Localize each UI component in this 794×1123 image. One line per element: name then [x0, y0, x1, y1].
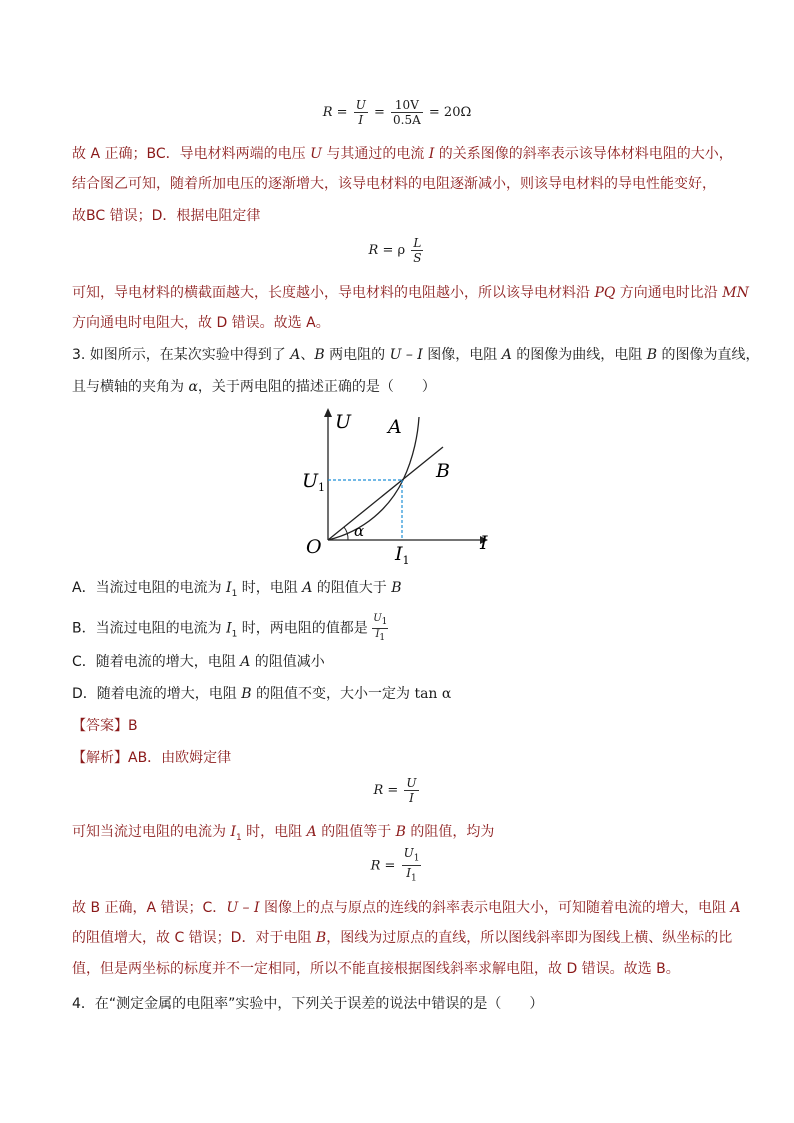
fraction-u1-over-i1: $\frac{U_1}{I_1}$ [373, 613, 388, 643]
numerator: U [355, 98, 366, 112]
eq-result: = 20Ω [428, 105, 472, 120]
solution-line: 故BC 错误；D．根据电阻定律 [72, 208, 261, 224]
solution-line: 可知，导电材料的横截面越大，长度越小，导电材料的电阻越小，所以该导电材料沿 PQ 方向通电时比沿 MN [72, 285, 749, 301]
equation-ohm-result: R = $\frac{U}{I}$ = $\frac{10V}{0.5A}$ = 20Ω [322, 98, 472, 127]
question-3-stem: 3. 如图所示，在某次实验中得到了 A、B 两电阻的 U – I 图像，电阻 A 的图像为曲线，电阻 B 的图像为直线， [72, 347, 760, 363]
curve-a [328, 417, 419, 540]
u-axis-arrow-icon [324, 408, 332, 417]
label-u: U [335, 411, 352, 433]
fraction-u-over-i [354, 98, 368, 127]
answer-label: 【答案】 [72, 718, 128, 734]
option-b: B．当流过电阻的电流为 $I_1$ 时，两电阻的值都是 $\frac{U_1}{I_1}$ [72, 613, 388, 643]
label-b: B [436, 460, 450, 482]
label-origin: O [306, 536, 322, 558]
analysis-line: 可知当流过电阻的电流为 $I_1$ 时，电阻 A 的阻值等于 B 的阻值，均为 [72, 824, 495, 843]
eq-sign: = [336, 105, 348, 120]
eq-symbol: R [322, 105, 333, 120]
u-i-graph-figure [290, 405, 510, 570]
option-a: A．当流过电阻的电流为 $I_1$ 时，电阻 A 的阻值大于 B [72, 580, 402, 599]
label-i1: $I_1$ [395, 543, 410, 567]
option-c: C．随着电流的增大，电阻 A 的阻值减小 [72, 654, 325, 670]
analysis-label: 【解析】 [72, 750, 128, 766]
option-d: D．随着电流的增大，电阻 B 的阻值不变，大小一定为 tan α [72, 686, 452, 702]
solution-line: 故 A 正确；BC．导电材料两端的电压 U 与其通过的电流 I 的关系图像的斜率表示该导体材料电阻的大小， [72, 146, 733, 162]
solution-line: 方向通电时电阻大，故 D 错误。故选 A。 [72, 315, 330, 331]
fraction-values [391, 98, 423, 127]
label-i: I [480, 532, 488, 554]
question-4-stem: 4．在“测定金属的电阻率”实验中，下列关于误差的说法中错误的是（ ） [72, 996, 544, 1012]
answer-line [72, 716, 732, 736]
line-b [328, 447, 443, 540]
equation-ohm-law: R = $\frac{U}{I}$ [373, 776, 417, 805]
analysis-line: 值，但是两坐标的标度并不一定相同，所以不能直接根据图线斜率求解电阻，故 D 错误。故选 B。 [72, 961, 680, 977]
analysis-line: 【解析】AB．由欧姆定律 [72, 750, 232, 766]
equation-resistance-law: R = ρ $\frac{L}{S}$ [368, 236, 422, 265]
label-alpha: α [354, 522, 365, 540]
label-a: A [388, 416, 402, 438]
analysis-line: 的阻值增大，故 C 错误；D．对于电阻 B，图线为过原点的直线，所以图线斜率即为图线上横、纵坐标的比 [72, 930, 733, 946]
numerator: 10V [391, 98, 423, 113]
equation-u1-over-i1: R = $\frac{U_1}{I_1}$ [370, 846, 420, 884]
analysis-line: 故 B 正确，A 错误；C．U – I 图像上的点与原点的连线的斜率表示电阻大小，可知随着电流的增大，电阻 A [72, 900, 741, 916]
answer-value: B [128, 718, 138, 734]
label-u1: $U_1$ [302, 470, 326, 494]
fraction-l-over-s: $\frac{L}{S}$ [413, 236, 422, 265]
solution-line: 结合图乙可知，随着所加电压的逐渐增大，该导电材料的电阻逐渐减小，则该导电材料的导电性能变好， [72, 176, 716, 192]
denominator: I [358, 113, 364, 127]
fraction-u-over-i: $\frac{U}{I}$ [406, 776, 417, 805]
question-3-stem: 且与横轴的夹角为 α，关于两电阻的描述正确的是（ ） [72, 379, 436, 395]
denominator: 0.5A [393, 113, 421, 127]
fraction-u1-over-i1: $\frac{U_1}{I_1}$ [403, 846, 420, 884]
